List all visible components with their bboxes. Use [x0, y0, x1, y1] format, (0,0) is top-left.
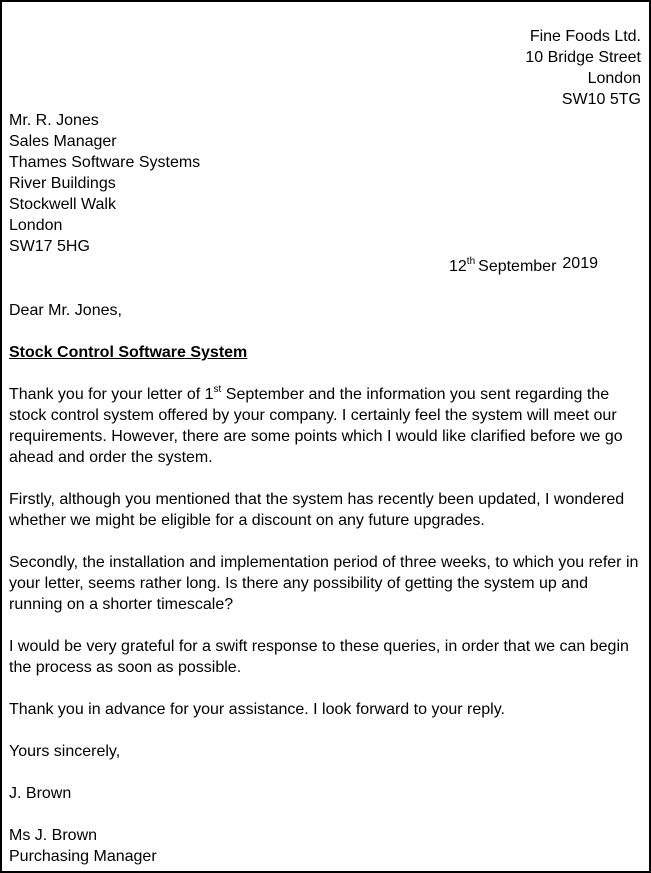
recipient-postcode: SW17 5HG [9, 238, 90, 255]
date-day-suffix: th [466, 255, 476, 267]
signer-name: Ms J. Brown [9, 827, 98, 844]
recipient-city: London [9, 217, 63, 234]
paragraph-1-rest: September and the information you sent regarding the stock control system offered by your company. I certainly feel the system will meet our requirements. However, there are some points which I would like clarified before we go ahead and order the system. [9, 386, 623, 466]
letter-body [9, 300, 645, 867]
sender-address [525, 26, 641, 110]
date-month: September [478, 258, 557, 275]
sender-company: Fine Foods Ltd. [529, 28, 641, 45]
date-day: 12 [449, 258, 467, 275]
recipient-street: Stockwell Walk [9, 196, 116, 213]
paragraph-3: Secondly, the installation and implementation period of three weeks, to which you refer in your letter, seems rather long. Is there any possibility of getting the system up and running on a shorter timescale? [9, 554, 639, 613]
closing: Yours sincerely, [9, 743, 121, 760]
recipient-address [9, 110, 200, 257]
paragraph-2: Firstly, although you mentioned that the system has recently been updated, I wondered whether we might be eligible for a discount on any future upgrades. [9, 491, 625, 529]
recipient-name: Mr. R. Jones [9, 112, 99, 129]
salutation: Dear Mr. Jones, [9, 302, 122, 319]
sender-street: 10 Bridge Street [525, 49, 641, 66]
signer-title: Purchasing Manager [9, 848, 157, 865]
recipient-building: River Buildings [9, 175, 116, 192]
paragraph-1 [9, 384, 645, 468]
paragraph-4: I would be very grateful for a swift response to these queries, in order that we can begin the process as soon as possible. [9, 638, 629, 676]
signature: J. Brown [9, 785, 72, 802]
recipient-company: Thames Software Systems [9, 154, 201, 171]
sender-postcode: SW10 5TG [561, 91, 641, 108]
paragraph-1-start: Thank you for your letter of 1 [9, 386, 214, 403]
subject-line: Stock Control Software System [9, 344, 248, 361]
date-year: 2019 [562, 255, 598, 272]
paragraph-1-ordinal: st [213, 383, 222, 395]
recipient-title: Sales Manager [9, 133, 117, 150]
sender-city: London [587, 70, 641, 87]
date-day-wrapper [449, 256, 475, 277]
paragraph-5: Thank you in advance for your assistance. I look forward to your reply. [9, 701, 505, 718]
letter-date [449, 256, 598, 277]
